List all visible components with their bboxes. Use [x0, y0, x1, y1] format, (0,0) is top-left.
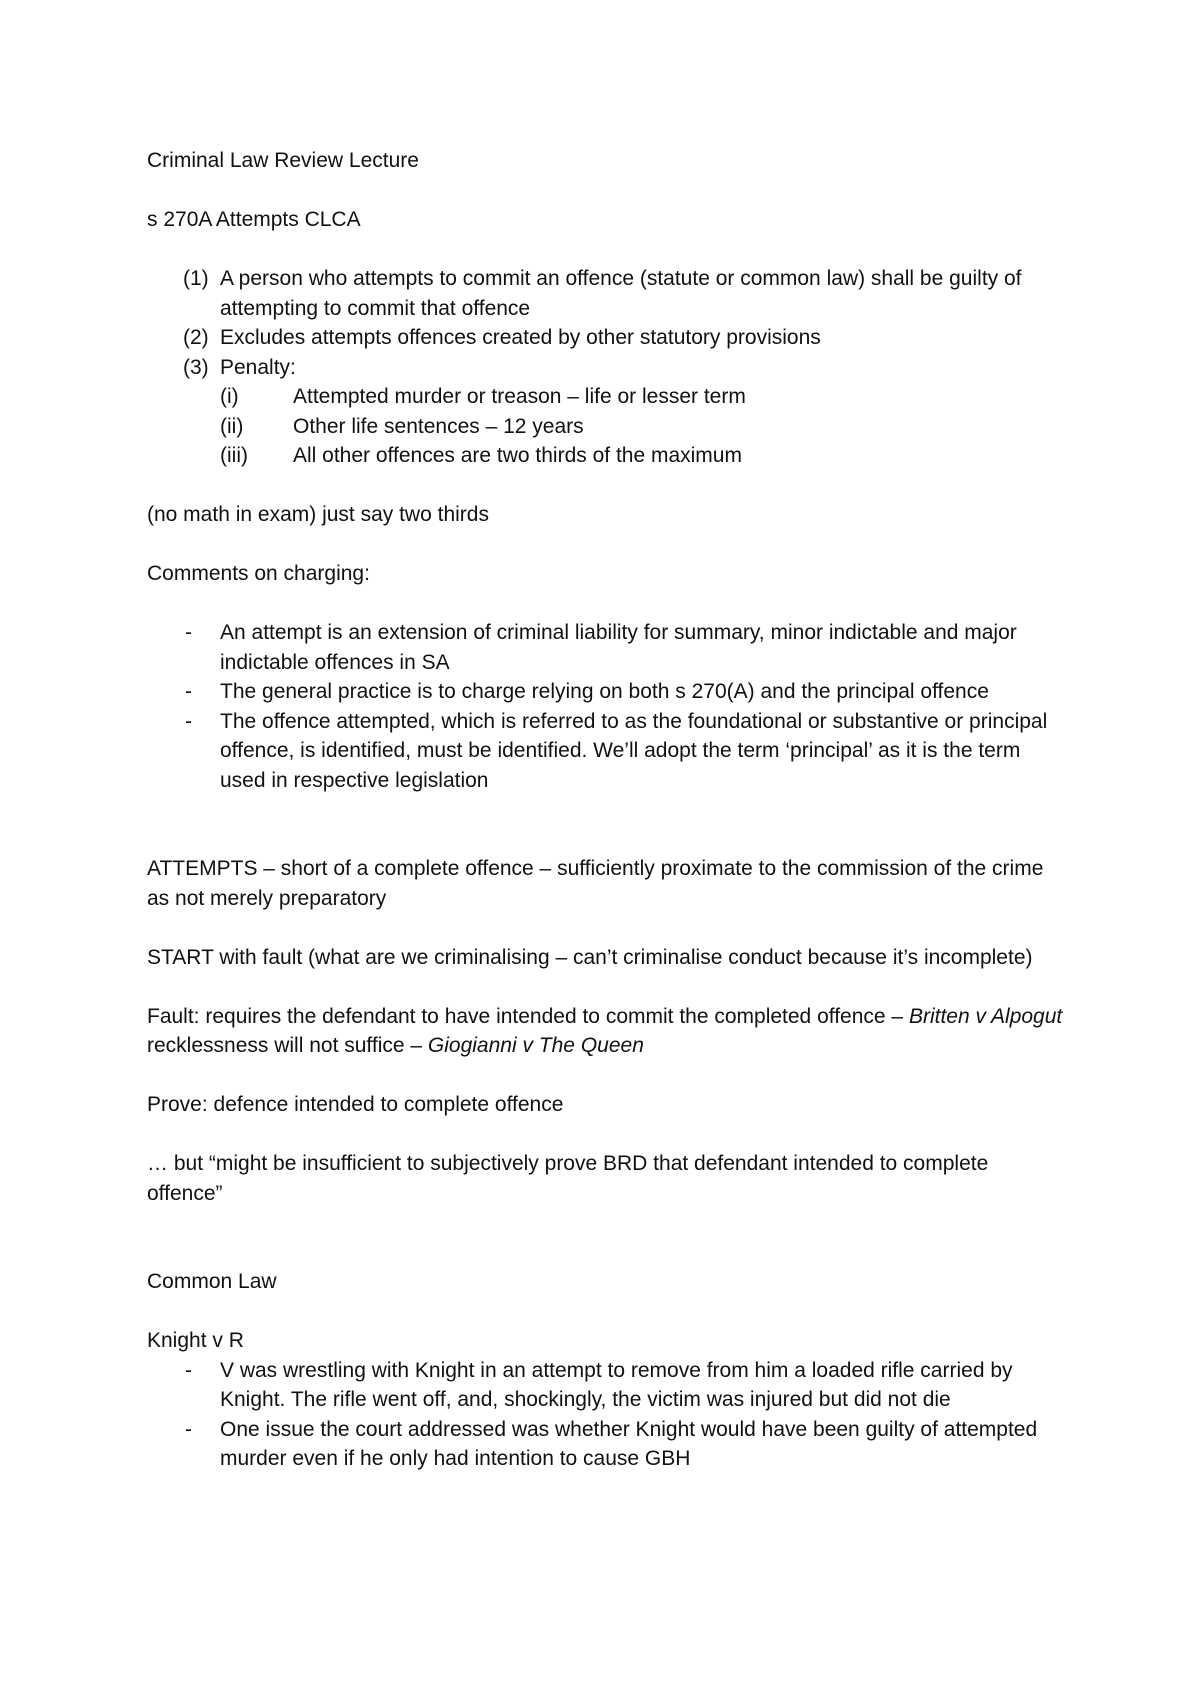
- but-paragraph: … but “might be insufficient to subjectively prove BRD that defendant intended to complete offence”: [147, 1152, 989, 1205]
- penalty-item: [147, 382, 1067, 412]
- case-heading: Knight v R: [147, 1329, 244, 1352]
- fault-paragraph: [147, 1002, 1067, 1032]
- fault-text: Fault: requires the defendant to have intended to commit the completed offence –: [147, 1004, 909, 1028]
- list-item-text: The offence attempted, which is referred to as the foundational or substantive or principal offence, is identified, must be identified. We’ll adopt the term ‘principal’ as it is the term used in respective legislation: [220, 709, 1048, 792]
- start-paragraph: START with fault (what are we criminalising – can’t criminalise conduct because it’s incomplete): [147, 945, 1033, 969]
- penalty-number: (iii): [220, 444, 248, 467]
- section-heading: s 270A Attempts CLCA: [147, 208, 361, 231]
- list-item: [147, 618, 1067, 677]
- recklessness-paragraph: [147, 1031, 1067, 1061]
- list-item-text: One issue the court addressed was whether Knight would have been guilty of attempted murder even if he only had intention to cause GBH: [220, 1417, 1038, 1470]
- penalty-item: [147, 412, 1067, 442]
- bullet-dash: -: [185, 1358, 192, 1382]
- provision-item: [147, 264, 1067, 323]
- list-item: [147, 1356, 1067, 1415]
- provision-item: [147, 353, 1067, 471]
- penalty-item: [147, 441, 1067, 471]
- recklessness-text: recklessness will not suffice –: [147, 1034, 428, 1057]
- document-title: Criminal Law Review Lecture: [147, 149, 419, 172]
- case-citation: Giogianni v The Queen: [427, 1034, 644, 1057]
- case-points-list: [147, 1356, 1067, 1474]
- penalty-text: Other life sentences – 12 years: [293, 414, 584, 438]
- penalty-text: All other offences are two thirds of the maximum: [293, 444, 742, 467]
- penalty-text: Attempted murder or treason – life or lesser term: [293, 385, 746, 408]
- provision-text: Penalty:: [220, 355, 296, 379]
- provision-number: (2): [183, 326, 209, 349]
- list-item-text: V was wrestling with Knight in an attempt to remove from him a loaded rifle carried by Knight. The rifle went off, and, shockingly, the victim was injured but did not die: [220, 1358, 1013, 1411]
- bullet-dash: -: [185, 1417, 192, 1441]
- provision-number: (1): [183, 267, 209, 290]
- charging-heading: Comments on charging:: [147, 562, 370, 585]
- penalty-list: [220, 382, 1067, 471]
- prove-paragraph: Prove: defence intended to complete offence: [147, 1093, 564, 1116]
- provision-item: [147, 323, 1067, 353]
- list-item-text: An attempt is an extension of criminal liability for summary, minor indictable and major indictable offences in SA: [220, 621, 1017, 674]
- exam-note: (no math in exam) just say two thirds: [147, 503, 489, 526]
- penalty-number: (i): [220, 385, 239, 408]
- provision-number: (3): [183, 355, 209, 379]
- bullet-dash: -: [185, 680, 192, 703]
- document-page: [147, 146, 1067, 1474]
- charging-list: [147, 618, 1067, 795]
- list-item-text: The general practice is to charge relying on both s 270(A) and the principal offence: [220, 680, 989, 703]
- bullet-dash: -: [185, 709, 192, 733]
- provisions-list: [147, 264, 1067, 471]
- list-item: [147, 677, 1067, 707]
- penalty-number: (ii): [220, 414, 244, 438]
- list-item: [147, 1415, 1067, 1474]
- list-item: [147, 707, 1067, 796]
- bullet-dash: -: [185, 621, 192, 644]
- provision-text: Excludes attempts offences created by other statutory provisions: [220, 326, 821, 349]
- common-law-heading: Common Law: [147, 1270, 277, 1293]
- case-citation: Britten v Alpogut: [908, 1004, 1063, 1028]
- attempts-paragraph: ATTEMPTS – short of a complete offence – sufficiently proximate to the commission of the crime as not merely preparatory: [147, 857, 1044, 910]
- provision-text: A person who attempts to commit an offence (statute or common law) shall be guilty of attempting to commit that offence: [220, 267, 1022, 320]
